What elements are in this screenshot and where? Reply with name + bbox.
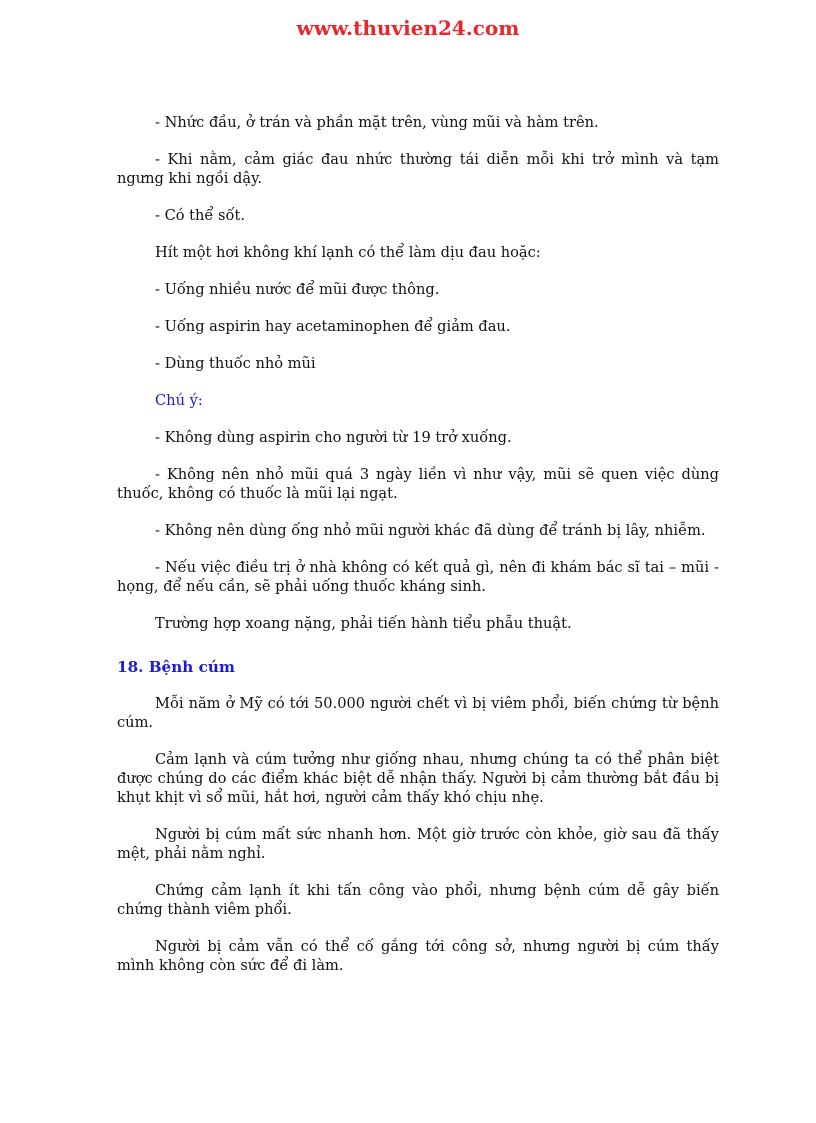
note-item: - Không nên dùng ống nhỏ mũi người khác đã dùng để tránh bị lây, nhiễm. — [155, 522, 706, 539]
note-item: Trường hợp xoang nặng, phải tiến hành tiểu phẫu thuật. — [155, 615, 572, 632]
paragraph: - Nhức đầu, ở trán và phần mặt trên, vùng mũi và hàm trên. — [155, 114, 599, 131]
site-header-link[interactable]: www.thuvien24.com — [296, 16, 520, 40]
paragraph: - Uống nhiều nước để mũi được thông. — [155, 281, 440, 298]
document-body — [117, 113, 719, 975]
paragraph: Người bị cúm mất sức nhanh hơn. Một giờ trước còn khỏe, giờ sau đã thấy mệt, phải nằm nghỉ. — [117, 826, 719, 862]
paragraph: Cảm lạnh và cúm tưởng như giống nhau, nhưng chúng ta có thể phân biệt được chúng do các điểm khác biệt dễ nhận thấy. Người bị cảm thường bắt đầu bị khụt khịt vì sổ mũi, hắt hơi, người cảm thấy khó chịu nhẹ. — [117, 751, 719, 806]
note-item: - Nếu việc điều trị ở nhà không có kết quả gì, nên đi khám bác sĩ tai – mũi - họng, để nếu cần, sẽ phải uống thuốc kháng sinh. — [117, 559, 719, 595]
paragraph: - Dùng thuốc nhỏ mũi — [155, 355, 316, 372]
paragraph: Chứng cảm lạnh ít khi tấn công vào phổi, nhưng bệnh cúm dễ gây biến chứng thành viêm phổi. — [117, 882, 719, 918]
section-heading: 18. Bệnh cúm — [117, 658, 235, 676]
note-item: - Không nên nhỏ mũi quá 3 ngày liền vì như vậy, mũi sẽ quen việc dùng thuốc, không có thuốc là mũi lại ngạt. — [117, 466, 719, 502]
paragraph: Người bị cảm vẫn có thể cố gắng tới công sở, nhưng người bị cúm thấy mình không còn sức để đi làm. — [117, 938, 719, 974]
paragraph: - Khi nằm, cảm giác đau nhức thường tái diễn mỗi khi trở mình và tạm ngưng khi ngồi dậy. — [117, 151, 719, 187]
paragraph: - Có thể sốt. — [155, 207, 245, 224]
note-label: Chú ý: — [155, 392, 203, 409]
paragraph: Hít một hơi không khí lạnh có thể làm dịu đau hoặc: — [155, 244, 541, 261]
note-item: - Không dùng aspirin cho người từ 19 trở xuống. — [155, 429, 512, 446]
paragraph: Mỗi năm ở Mỹ có tới 50.000 người chết vì bị viêm phổi, biến chứng từ bệnh cúm. — [117, 695, 719, 731]
paragraph: - Uống aspirin hay acetaminophen để giảm đau. — [155, 318, 511, 335]
